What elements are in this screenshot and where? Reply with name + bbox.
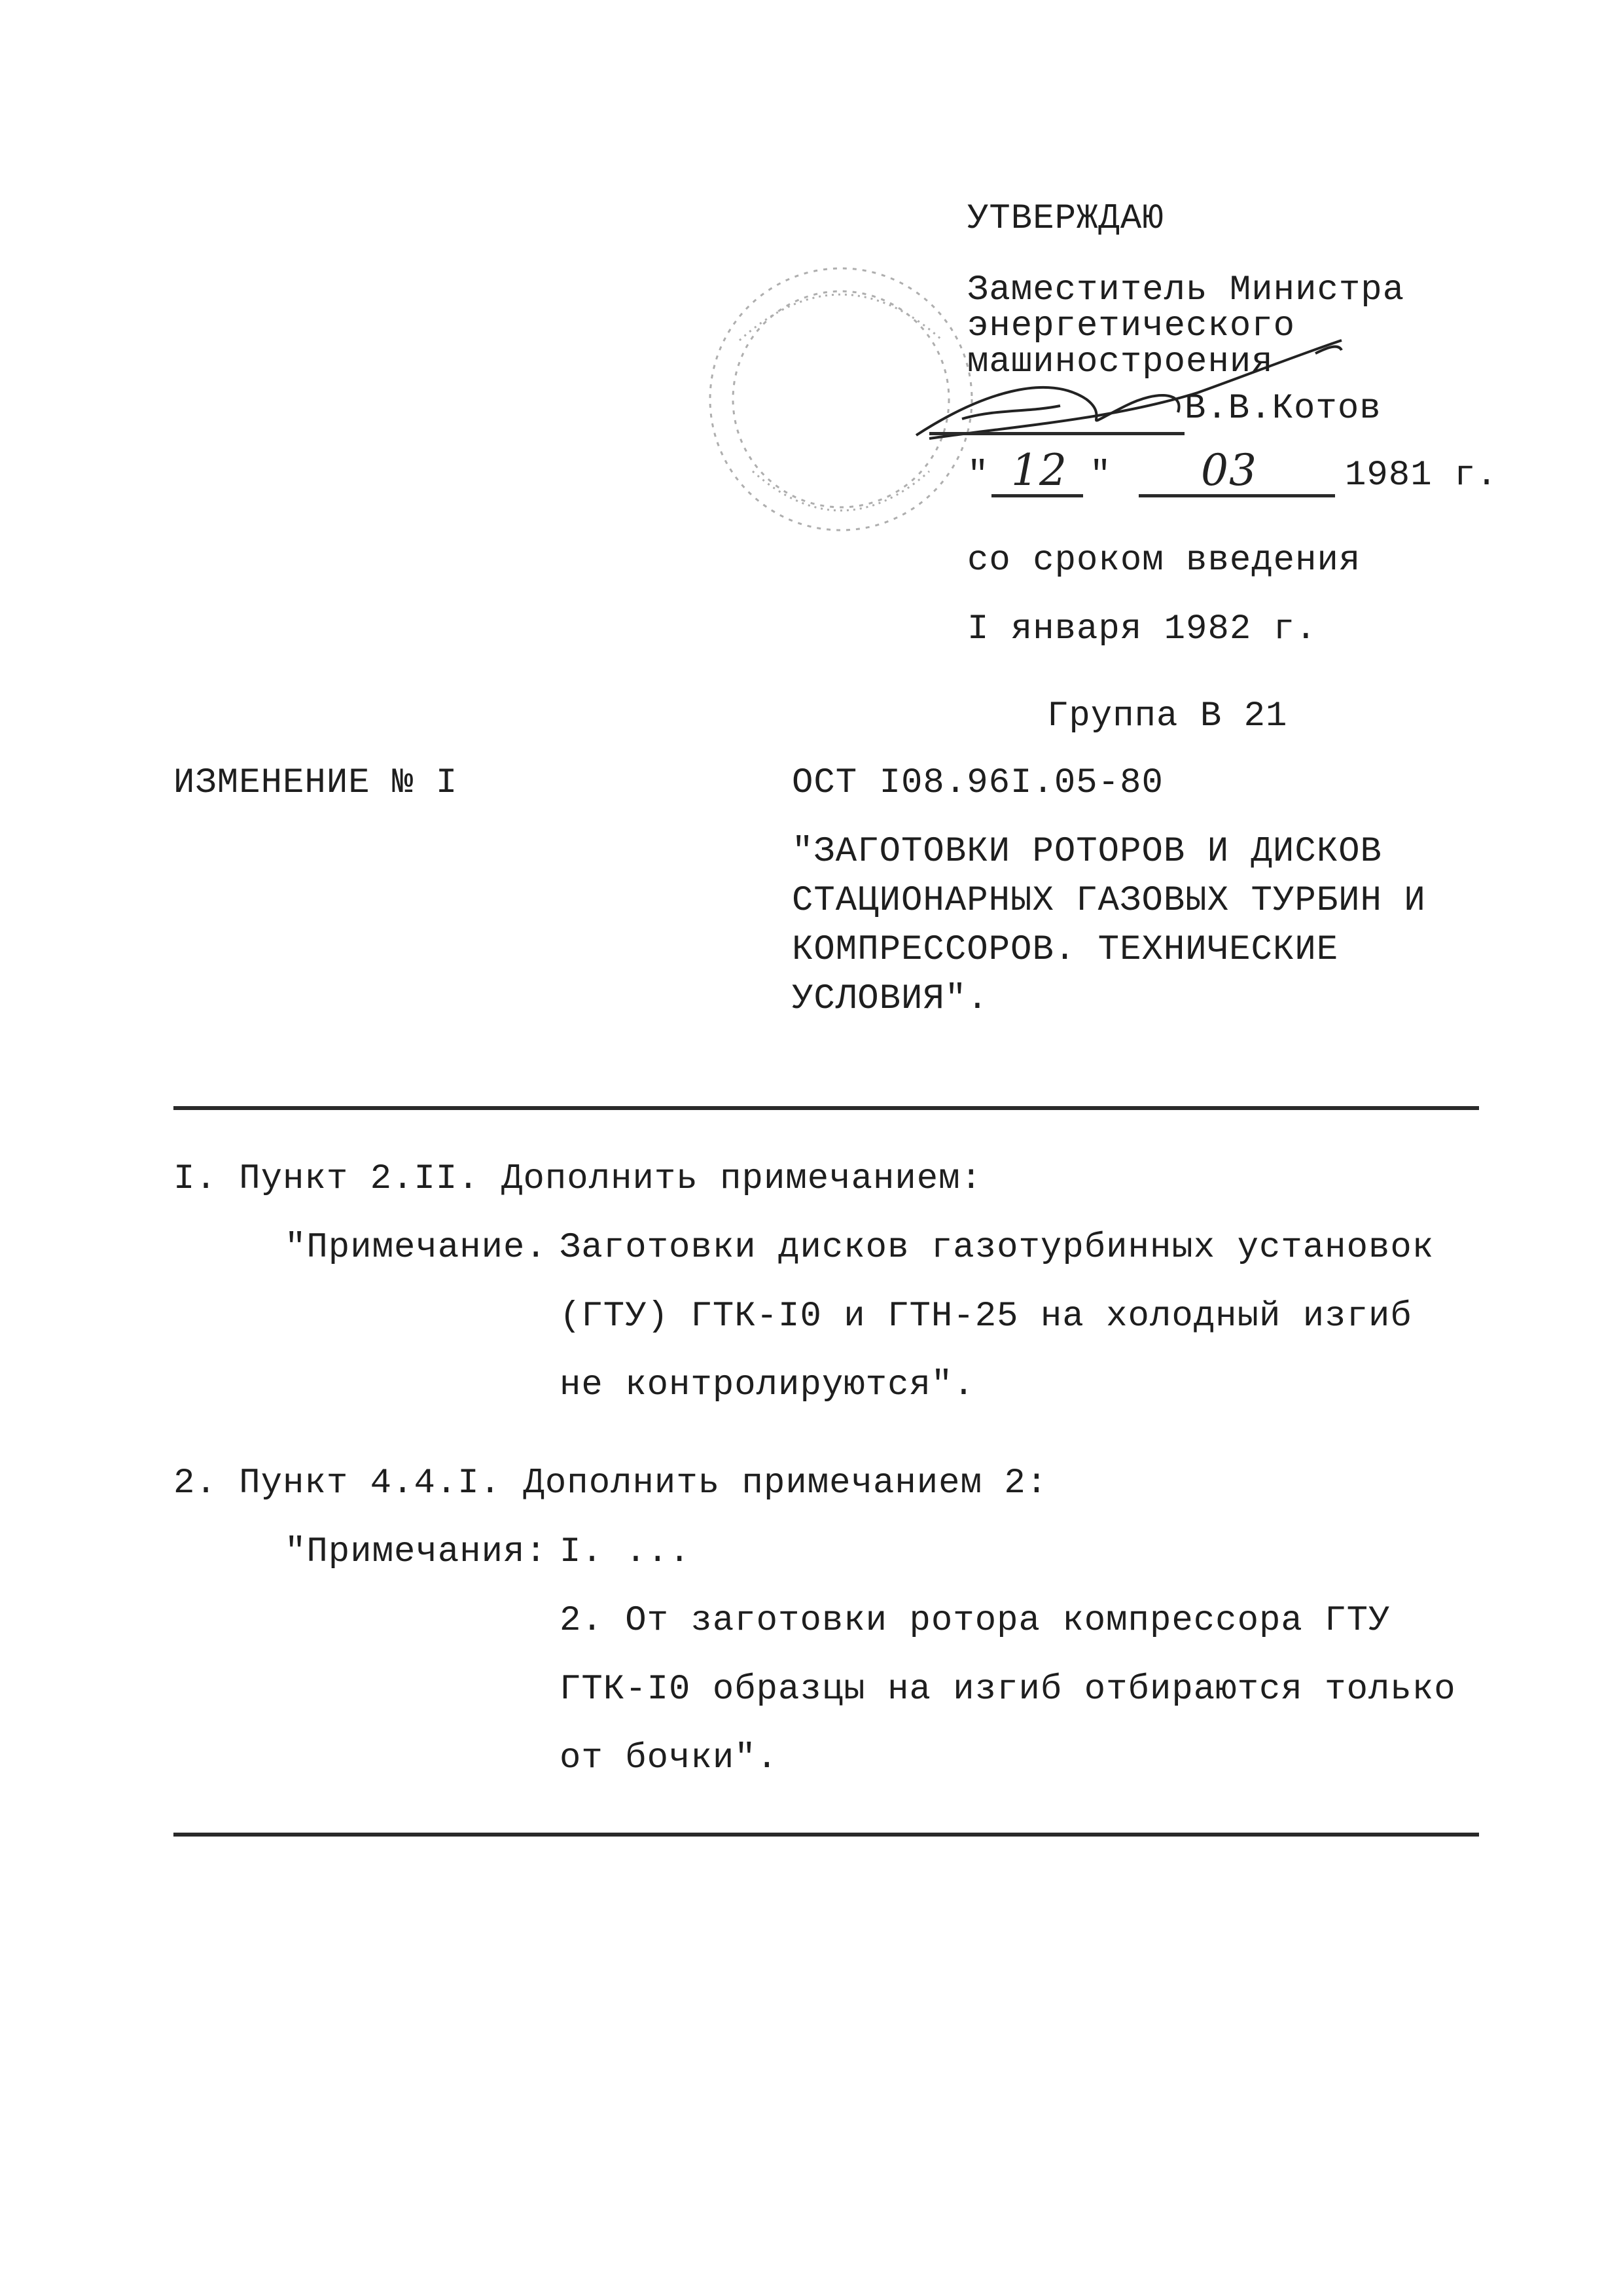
date-year: 1981 г. (1345, 456, 1498, 495)
approver-position-line2: энергетического (967, 306, 1296, 346)
classification-group: Группа В 21 (1047, 696, 1288, 736)
standard-title-line4: УСЛОВИЯ". (792, 979, 989, 1019)
date-day-underline (991, 494, 1083, 497)
item1-note-label: "Примечание. (285, 1228, 547, 1268)
approval-heading: УТВЕРЖДАЮ (967, 199, 1164, 239)
item2-line1: 2. От заготовки ротора компрессора ГТУ (560, 1601, 1391, 1641)
round-stamp-seal (710, 268, 972, 530)
item1-heading: I. Пункт 2.II. Дополнить примечанием: (173, 1159, 982, 1199)
amendment-number: ИЗМЕНЕНИЕ № I (173, 763, 458, 803)
item2-line2: ГТК-I0 образцы на изгиб отбираются только (560, 1670, 1456, 1710)
effective-date-line2: I января 1982 г. (967, 609, 1317, 649)
signature-line (929, 432, 1185, 435)
date-open-quote: " (967, 456, 990, 495)
item2-line3: от бочки". (560, 1738, 779, 1778)
item2-note-label: "Примечания: (285, 1532, 547, 1572)
item2-subnote1: I. ... (560, 1532, 691, 1572)
signatory-name: В.В.Котов (1185, 389, 1382, 429)
top-divider (173, 1106, 1479, 1110)
date-day: 12 (1011, 445, 1067, 495)
item1-line1: Заготовки дисков газотурбинных установок (560, 1228, 1435, 1268)
date-month: 03 (1201, 445, 1257, 495)
standard-title-line2: СТАЦИОНАРНЫХ ГАЗОВЫХ ТУРБИН И (792, 881, 1426, 921)
effective-date-line1: со сроком введения (967, 541, 1361, 581)
item1-line2: (ГТУ) ГТК-I0 и ГТН-25 на холодный изгиб (560, 1297, 1412, 1336)
date-close-quote: " (1090, 456, 1112, 495)
approver-position-line3: машиностроения (967, 342, 1274, 382)
date-month-underline (1139, 494, 1335, 497)
standard-title-line1: "ЗАГОТОВКИ РОТОРОВ И ДИСКОВ (792, 832, 1382, 872)
bottom-divider (173, 1833, 1479, 1837)
standard-number: ОСТ I08.96I.05-80 (792, 763, 1164, 803)
approver-position-line1: Заместитель Министра (967, 270, 1405, 310)
standard-title-line3: КОМПРЕССОРОВ. ТЕХНИЧЕСКИЕ (792, 930, 1339, 970)
item2-heading: 2. Пункт 4.4.I. Дополнить примечанием 2: (173, 1463, 1048, 1503)
item1-line3: не контролируются". (560, 1365, 975, 1405)
